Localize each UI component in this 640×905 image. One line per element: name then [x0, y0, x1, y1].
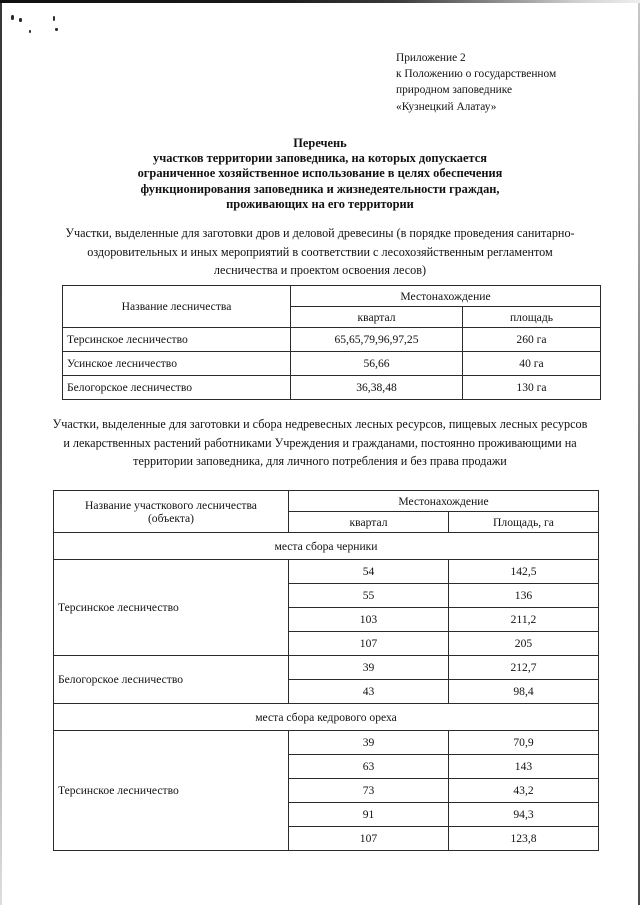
section-1-intro [62, 224, 578, 280]
table-row [54, 491, 599, 512]
page-title-line-1: участков территории заповедника, на которых допускается [153, 151, 487, 166]
scan-speck [29, 30, 31, 33]
section-2-intro-line-4: для личного потребления и без права продажи [266, 454, 507, 469]
table-row [63, 376, 601, 400]
table2-cell-kvartal: 39 [289, 731, 449, 755]
table1-cell-name: Усинское лесничество [63, 352, 291, 376]
table2-cell-area: 136 [449, 584, 599, 608]
table2-header-group: Местонахождение [289, 491, 599, 512]
table-row [63, 328, 601, 352]
forestry-firewood-table [62, 285, 601, 400]
table2-cell-area: 70,9 [449, 731, 599, 755]
table2-cell-name: Белогорское лесничество [54, 656, 289, 704]
table2-cell-kvartal: 73 [289, 779, 449, 803]
table2-cell-area: 212,7 [449, 656, 599, 680]
table2-header-name [54, 491, 289, 533]
table2-header-kvartal: квартал [289, 512, 449, 533]
table2-cell-area: 142,5 [449, 560, 599, 584]
section-1-intro-line-3: лесохозяйственным регламентом лесничества и проектом освоения лесов) [213, 244, 553, 278]
table1-cell-name: Терсинское лесничество [63, 328, 291, 352]
page-title-line-4: проживающих на его территории [226, 196, 414, 211]
table1-cell-area: 40 га [463, 352, 601, 376]
table2-cell-area: 205 [449, 632, 599, 656]
table2-header-area: Площадь, га [449, 512, 599, 533]
page-title-line-2: ограниченное хозяйственное использование в целях обеспечения [137, 166, 503, 181]
section-2-intro-line-3: Учреждения и гражданами, постоянно проживающими на территории заповедника, [133, 435, 577, 469]
table2-cell-kvartal: 107 [289, 632, 449, 656]
table2-cell-area: 43,2 [449, 779, 599, 803]
table-section-header-row [54, 704, 599, 731]
table2-cell-kvartal: 91 [289, 803, 449, 827]
table1-header-kvartal: квартал [291, 307, 463, 328]
table2-cell-kvartal: 43 [289, 680, 449, 704]
table-section-header-row [54, 533, 599, 560]
scan-speck [53, 16, 55, 21]
table1-cell-kvartal: 56,66 [291, 352, 463, 376]
section-caption-blueberry: места сбора черники [54, 533, 599, 560]
table1-cell-area: 130 га [463, 376, 601, 400]
appendix-header-line-1: Приложение 2 [396, 52, 466, 64]
appendix-header-line-2: к Положению о государственном [396, 68, 557, 81]
table2-cell-area: 123,8 [449, 827, 599, 851]
section-2-intro-line-1: Участки, выделенные для заготовки и сбора недревесных лесных ресурсов, [52, 417, 446, 431]
table-row [63, 286, 601, 307]
section-1-intro-line-2: проведения санитарно-оздоровительных и иных мероприятий в соответствии с [87, 226, 575, 259]
table2-cell-kvartal: 63 [289, 755, 449, 779]
scan-edge-left [0, 3, 2, 905]
page-title-main: Перечень [293, 136, 347, 150]
table2-cell-kvartal: 107 [289, 827, 449, 851]
appendix-header [396, 50, 626, 115]
table-row [54, 731, 599, 755]
table2-cell-kvartal: 54 [289, 560, 449, 584]
table1-header-name: Название лесничества [63, 286, 291, 328]
table2-cell-area: 211,2 [449, 608, 599, 632]
page-title-line-3: функционирования заповедника и жизнедеятельности граждан, [140, 181, 500, 196]
table2-cell-area: 143 [449, 755, 599, 779]
table1-cell-kvartal: 65,65,79,96,97,25 [291, 328, 463, 352]
section-2-intro [52, 415, 588, 471]
table-row [63, 352, 601, 376]
table-row [54, 560, 599, 584]
table1-cell-name: Белогорское лесничество [63, 376, 291, 400]
table2-cell-kvartal: 55 [289, 584, 449, 608]
scan-speck [55, 28, 58, 31]
scan-speck [11, 15, 14, 20]
forestry-gathering-table [53, 490, 599, 851]
table1-cell-kvartal: 36,38,48 [291, 376, 463, 400]
table2-cell-area: 94,3 [449, 803, 599, 827]
scan-speck [19, 18, 22, 22]
appendix-header-line-3: природном заповеднике [396, 84, 513, 97]
table2-cell-name: Терсинское лесничество [54, 560, 289, 656]
table2-cell-area: 98,4 [449, 680, 599, 704]
table2-header-name-line-2: (объекта) [147, 511, 195, 525]
scan-edge-top [0, 0, 640, 3]
table1-header-area: площадь [463, 307, 601, 328]
appendix-header-line-4: «Кузнецкий Алатау» [396, 100, 497, 113]
section-2-intro-line-2: пищевых лесных ресурсов и лекарственных растений работниками [63, 417, 588, 450]
section-caption-cedar-nut: места сбора кедрового ореха [54, 704, 599, 731]
table2-cell-kvartal: 103 [289, 608, 449, 632]
table1-cell-area: 260 га [463, 328, 601, 352]
table2-cell-kvartal: 39 [289, 656, 449, 680]
table2-cell-name: Терсинское лесничество [54, 731, 289, 851]
section-1-intro-line-1: Участки, выделенные для заготовки дров и деловой древесины (в порядке [65, 226, 451, 240]
table-row [54, 656, 599, 680]
table1-header-group: Местонахождение [291, 286, 601, 307]
page-title [60, 136, 580, 212]
table2-header-name-line-1: Название участкового лесничества [85, 498, 257, 512]
